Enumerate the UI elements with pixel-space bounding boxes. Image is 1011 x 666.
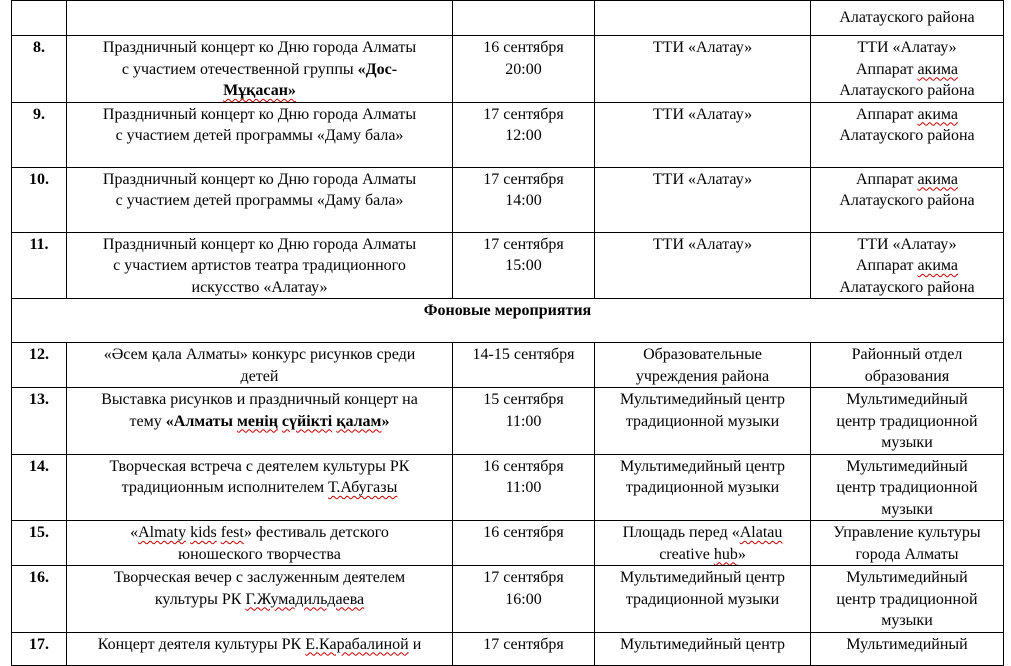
organizer-line: музыки <box>881 434 933 451</box>
title-cell <box>67 232 453 299</box>
title-line: Творческая вечер с заслуженным деятелем <box>113 569 406 586</box>
organizer-line: Мультимедийный <box>846 391 968 408</box>
date-cell <box>453 454 595 521</box>
title-line: с участием детей программы «Даму бала» <box>115 192 404 209</box>
title-line: с участием детей программы «Даму бала» <box>115 127 404 144</box>
organizer-text: акима <box>917 170 959 188</box>
title-line: с участием артистов театра традиционного <box>113 257 406 274</box>
title-line: Творческая встреча с деятелем культуры РК <box>109 457 410 475</box>
organizer-line <box>814 59 1000 81</box>
title-text: kids <box>190 524 217 541</box>
title-text: Концерт деятеля культуры РК <box>97 635 306 653</box>
place-text: Alatau <box>739 524 783 541</box>
date-line: 16 сентября <box>483 457 564 475</box>
band-name: «Дос- <box>357 60 398 78</box>
table-row <box>12 36 1004 103</box>
num-cell: 9. <box>12 102 67 167</box>
place-cell <box>595 566 811 633</box>
organizer-cell <box>811 1 1004 36</box>
organizer-line: ТТИ «Алатау» <box>857 39 957 56</box>
title-line <box>70 411 449 433</box>
organizer-text: акима <box>917 257 959 274</box>
title-line: Праздничный концерт ко Дню города Алматы <box>102 235 417 253</box>
title-line: Праздничный концерт ко Дню города Алматы <box>102 170 417 188</box>
place-line <box>598 544 807 566</box>
organizer-line: Алатауского района <box>839 82 975 99</box>
place-line: ТТИ «Алатау» <box>652 235 753 253</box>
place-line: Мультимедийный центр <box>620 391 785 408</box>
place-text: » <box>737 545 746 563</box>
organizer-line: ТТИ «Алатау» <box>857 235 957 253</box>
date-cell <box>453 102 595 167</box>
num-cell: 16. <box>12 566 67 633</box>
place-line: ТТИ «Алатау» <box>652 105 753 123</box>
event-name-part: сүйікті <box>281 412 333 430</box>
place-cell <box>595 632 811 665</box>
event-name-part: қалам <box>336 412 382 430</box>
place-text: creative <box>659 545 710 563</box>
date-cell <box>453 388 595 455</box>
organizer-text: Аппарат <box>855 105 918 123</box>
organizer-cell <box>811 167 1004 232</box>
organizer-text: Аппарат <box>855 60 918 78</box>
title-cell <box>67 1 453 36</box>
section-row <box>12 299 1004 343</box>
organizer-cell <box>811 232 1004 299</box>
table-row <box>12 102 1004 167</box>
title-cell <box>67 102 453 167</box>
table-row <box>12 1 1004 36</box>
date-line: 17 сентября <box>483 569 564 586</box>
title-line: Выставка рисунков и праздничный концерт на <box>101 391 418 408</box>
title-cell <box>67 343 453 388</box>
place-line: Мультимедийный центр <box>620 457 785 475</box>
place-cell <box>595 1 811 36</box>
title-cell <box>67 167 453 232</box>
date-cell <box>453 232 595 299</box>
time-line: 14:00 <box>505 192 542 209</box>
organizer-line: центр традиционной <box>836 412 978 430</box>
band-name: Мұқасан» <box>223 82 296 99</box>
date-line: 14-15 сентября <box>472 346 575 363</box>
place-cell <box>595 102 811 167</box>
organizer-cell <box>811 36 1004 103</box>
place-text: Площадь перед « <box>622 524 740 541</box>
table-row <box>12 343 1004 388</box>
num-cell: 10. <box>12 167 67 232</box>
date-line: 17 сентября <box>483 170 564 188</box>
organizer-line: города Алматы <box>855 545 959 563</box>
title-line: детей <box>240 367 279 385</box>
table-row <box>12 454 1004 521</box>
place-cell <box>595 343 811 388</box>
organizer-cell <box>811 388 1004 455</box>
organizer-line: центр традиционной <box>836 590 978 608</box>
place-line: ТТИ «Алатау» <box>652 170 753 188</box>
title-text: традиционным исполнителем <box>121 479 329 496</box>
num-cell: 8. <box>12 36 67 103</box>
organizer-line: Алатауского района <box>839 192 975 209</box>
organizer-text: акима <box>917 105 959 123</box>
title-text: с участием отечественной группы <box>121 60 358 78</box>
organizer-cell <box>811 454 1004 521</box>
organizer-line: центр традиционной <box>836 479 978 496</box>
table-row <box>12 521 1004 566</box>
title-line: искусство «Алатау» <box>191 278 328 296</box>
title-text: » фестиваль детского <box>243 524 389 541</box>
organizer-cell <box>811 343 1004 388</box>
num-cell: 14. <box>12 454 67 521</box>
events-table <box>11 0 1004 666</box>
event-name-part: менің <box>237 412 278 430</box>
date-line: 17 сентября <box>483 235 564 253</box>
date-cell <box>453 1 595 36</box>
organizer-cell <box>811 632 1004 665</box>
title-cell <box>67 566 453 633</box>
num-cell: 11. <box>12 232 67 299</box>
title-text: культуры РК <box>154 590 246 608</box>
date-line: 16 сентября <box>483 39 564 56</box>
title-line: Праздничный концерт ко Дню города Алматы <box>102 39 417 56</box>
title-line <box>70 589 449 611</box>
organizer-line: Алатауского района <box>839 9 975 26</box>
place-line: ТТИ «Алатау» <box>652 39 753 56</box>
title-text: « <box>130 524 139 541</box>
organizer-line: Управление культуры <box>833 524 981 541</box>
date-line: 17 сентября <box>483 105 564 123</box>
date-cell <box>453 36 595 103</box>
organizer-text: Аппарат <box>855 257 918 274</box>
organizer-cell <box>811 521 1004 566</box>
section-title: Фоновые мероприятия <box>12 299 1004 343</box>
organizer-line <box>814 104 1000 126</box>
organizer-line: Районный отдел <box>851 346 963 363</box>
organizer-line: образования <box>864 367 950 385</box>
title-text: Almaty <box>138 524 187 541</box>
place-line: Мультимедийный центр <box>620 635 785 653</box>
title-cell <box>67 388 453 455</box>
table-row <box>12 388 1004 455</box>
event-name <box>166 413 390 430</box>
organizer-line <box>814 255 1000 277</box>
time-line: 15:00 <box>505 257 542 274</box>
table-row <box>12 566 1004 633</box>
organizer-cell <box>811 102 1004 167</box>
time-line: 16:00 <box>505 590 542 608</box>
organizer-cell <box>811 566 1004 633</box>
title-cell <box>67 521 453 566</box>
date-cell <box>453 632 595 665</box>
time-line: 12:00 <box>505 127 542 144</box>
place-cell <box>595 232 811 299</box>
num-cell <box>12 1 67 36</box>
num-cell: 13. <box>12 388 67 455</box>
place-line <box>598 522 807 544</box>
place-line: традиционной музыки <box>625 412 780 430</box>
title-line <box>70 59 449 81</box>
place-line: традиционной музыки <box>625 479 780 496</box>
place-line: учреждения района <box>635 367 770 385</box>
num-cell: 17. <box>12 632 67 665</box>
organizer-line: музыки <box>881 500 933 518</box>
title-line <box>70 477 449 499</box>
title-line: «Әсем қала Алматы» конкурс рисунков среди <box>103 346 416 363</box>
organizer-line: Мультимедийный <box>846 569 968 586</box>
place-line: традиционной музыки <box>625 590 780 608</box>
place-cell <box>595 167 811 232</box>
date-line: 16 сентября <box>483 524 564 541</box>
organizer-line <box>814 169 1000 191</box>
title-text: тему <box>129 412 166 430</box>
place-cell <box>595 454 811 521</box>
table-row <box>12 632 1004 665</box>
title-line: юношеского творчества <box>178 545 341 563</box>
time-line: 11:00 <box>505 479 542 496</box>
organizer-text: акима <box>917 60 959 78</box>
organizer-line: музыки <box>881 612 933 629</box>
title-line <box>70 522 449 544</box>
place-line: Образовательные <box>643 346 762 363</box>
table-row <box>12 167 1004 232</box>
date-cell <box>453 521 595 566</box>
time-line: 20:00 <box>505 60 542 78</box>
organizer-line: Алатауского района <box>839 278 975 296</box>
person-name: Т.Абугазы <box>328 479 398 496</box>
person-name: Г.Жумадильдаева <box>245 590 365 608</box>
event-name-part: » <box>381 412 390 430</box>
title-line: Праздничный концерт ко Дню города Алматы <box>102 105 417 123</box>
organizer-line: Мультимедийный <box>846 635 968 653</box>
organizer-line: Мультимедийный <box>846 457 968 475</box>
title-text: и <box>408 635 422 653</box>
date-line: 15 сентября <box>483 391 564 408</box>
organizer-line: Алатауского района <box>839 127 975 144</box>
num-cell: 12. <box>12 343 67 388</box>
place-line: Мультимедийный центр <box>620 569 785 586</box>
table-row <box>12 232 1004 299</box>
date-cell <box>453 566 595 633</box>
date-cell <box>453 343 595 388</box>
place-cell <box>595 521 811 566</box>
event-name-part: «Алматы <box>165 412 238 430</box>
num-cell: 15. <box>12 521 67 566</box>
title-cell <box>67 36 453 103</box>
title-text: fest <box>220 524 244 541</box>
place-cell <box>595 388 811 455</box>
title-cell <box>67 632 453 665</box>
title-cell <box>67 454 453 521</box>
time-line: 11:00 <box>505 412 542 430</box>
place-cell <box>595 36 811 103</box>
place-text: hub <box>713 545 738 563</box>
person-name: Е.Карабалиной <box>305 635 409 653</box>
organizer-text: Аппарат <box>855 170 918 188</box>
date-cell <box>453 167 595 232</box>
date-line: 17 сентября <box>483 635 564 653</box>
